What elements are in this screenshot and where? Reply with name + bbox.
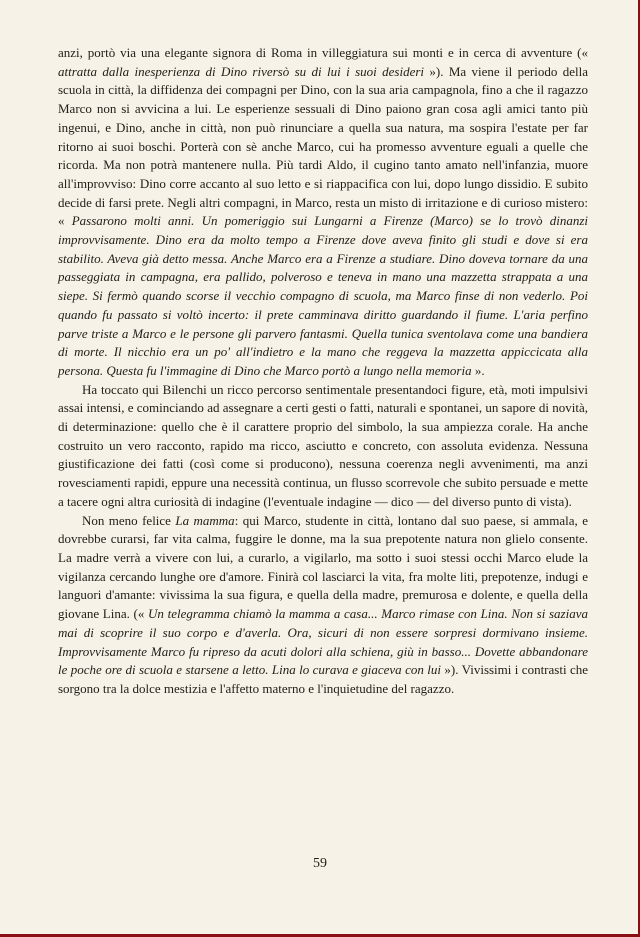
text-segment: ». — [471, 362, 485, 378]
text-segment: anzi, portò via una elegante signora di Roma in villeggiatura sui monti e in cerca di avventure (« — [58, 45, 588, 60]
paragraph-3 — [58, 512, 588, 699]
quotation-italic: Un telegramma chiamò la mamma a casa... Marco rimase con Lina. Non si saziava mai di scoprire il suo corpo e d'averla. Ora, sicuri di non essere sorpresi dormivano insieme. Improvvisamente Marco fu ripreso da acuti dolori alla schiena, giù in basso... Dovette abbandonare le poche ore di scuola e starsene a letto. Lina lo curava e giaceva con lui — [58, 606, 588, 678]
text-segment: Ha toccato qui Bilenchi un ricco percorso sentimentale presentandoci figure, età, moti impulsivi assai intensi, e cominciando ad assegnare a certi gesti o fatti, naturali e spontanei, un sapore di novità, di determinazione: quello che è il carattere proprio del simbolo, la sua ampiezza corale. Ha anche costruito un vero racconto, rapido ma ricco, asciutto e concreto, con assoluta evidenza. Nessuna giustificazione dei fatti (così come si producono), nessuna coerenza negli avvenimenti, ma anzi rovesciamenti rapidi, eppure una necessità continua, un flusso scorrevole che subito persuade e mette a tacere ogni altra curiosità di indagine (l'eventuale indagine — dico — del diverso punto di vista). — [58, 381, 588, 509]
text-segment: Non meno felice — [82, 512, 176, 528]
body-text — [58, 44, 588, 699]
text-segment: : qui Marco, studente in città, lontano dal suo paese, si ammala, e dovrebbe curarsi, far vita calma, fuggire le donne, ma la sua prepotente natura non glielo consente. La madre verrà a vivere con lui, a curarlo, a vigilarlo, ma sotto i suoi stessi occhi Marco elude la vigilanza cercando lunghe ore d'amore. Finirà col lasciarci la vita, fra molte liti, prepotenze, indugi e languori d'amante: vivissima la sua figura, e quella della madre, premurosa e dolente, e quella della giovane Lina. (« — [58, 512, 588, 622]
page-number: 59 — [313, 856, 327, 871]
quotation-italic: attratta dalla inesperienza di Dino riversò su di lui i suoi desideri — [58, 63, 425, 79]
text-segment: »). Vivissimi i contrasti che sorgono tra la dolce mestizia e l'affetto materno e l'inquietudine del ragazzo. — [58, 662, 588, 696]
paragraph-2 — [58, 381, 588, 512]
paragraph-1 — [58, 44, 588, 381]
text-segment: »). Ma viene il periodo della scuola in città, la diffidenza dei compagni per Dino, con la sua aria campagnola, fino a che il ragazzo Marco non si avvicina a lui. Le esperienze sessuali di Dino paiono gran cosa agli amici tanto più ingenui, e Dino, anche in città, non può rinunciare a quella sua natura, ma sospira l'estate per far ritorno ai suoi boschi. Porterà con sè anche Marco, cui ha promesso avventure eguali a quelle che ricorda. Ma non potrà mantenere nulla. Più tardi Aldo, il cugino tanto amato nell'infanzia, muore all'improvviso: Dino corre accanto al suo letto e si riappacifica con lui, dopo lungo dissidio. E subito decide di farsi prete. Negli altri compagni, in Marco, resta un misto di irritazione e di curioso mistero: « — [58, 63, 588, 229]
title-italic: La mamma — [175, 512, 235, 528]
quotation-italic: Passarono molti anni. Un pomeriggio sui Lungarni a Firenze (Marco) se lo trovò dinanzi improvvisamente. Dino era da molto tempo a Firenze dove aveva finito gli studi e dove si era stabilito. Aveva già detto messa. Anche Marco era a Firenze a studiare. Dino doveva tornare da una passeggiata in campagna, era pallido, polveroso e teneva in mano una mazzetta strappata a una siepe. Si fermò quando scorse il vecchio compagno di scuola, ma Marco finse di non vederlo. Poi quando fu passato si voltò incerto: il prete camminava diritto guardando il fiume. L'aria perfino parve triste a Marco e le persone gli parvero fantasmi. Quella tunica sventolava come una bandiera di morte. Il nicchio era un po' all'indietro e la mano che reggeva la mazzetta appiccicata alla persona. Questa fu l'immagine di Dino che Marco portò a lungo nella memoria — [58, 213, 589, 378]
